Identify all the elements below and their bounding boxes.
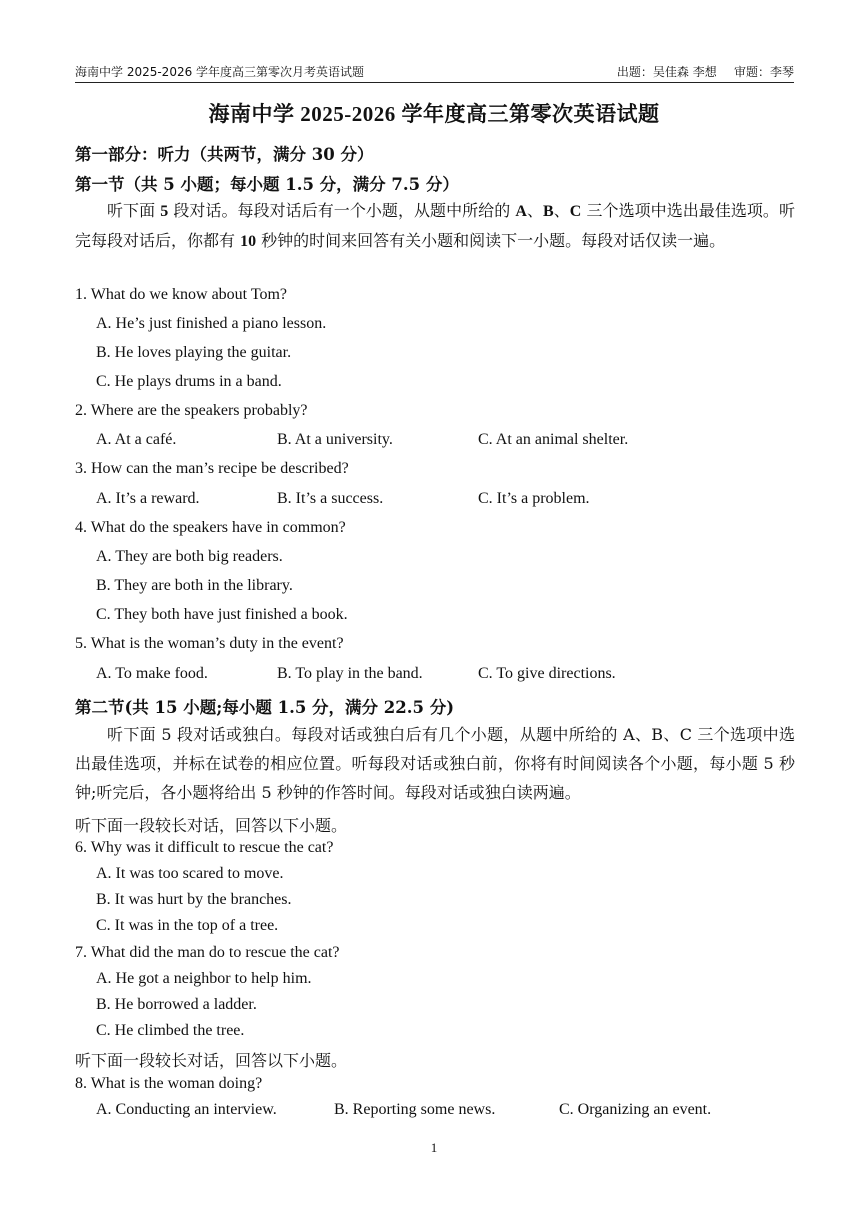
listen-note-2: 听下面一段较长对话，回答以下小题。 — [75, 1051, 348, 1070]
section1-instructions: 听下面 5 段对话。每段对话后有一个小题，从题中所给的 A、B、C 三个选项中选出最佳选项。听完每段对话后，你都有 10 秒钟的时间来回答有关小题和阅读下一小题。每段对话仅读一遍。 — [75, 201, 795, 250]
header-authors: 出题：吴佳森 李想 — [616, 65, 717, 79]
question-7-option-b: B. He borrowed a ladder. — [96, 996, 257, 1013]
question-7-option-a: A. He got a neighbor to help him. — [96, 970, 312, 987]
question-1-stem: 1. What do we know about Tom? — [75, 286, 288, 303]
question-2-option-b: B. At a university. — [277, 431, 393, 448]
question-5-stem: 5. What is the woman’s duty in the event? — [75, 635, 344, 652]
page-title: 海南中学 2025-2026 学年度高三第零次英语试题 — [208, 102, 660, 126]
question-6-stem: 6. Why was it difficult to rescue the cat? — [75, 839, 334, 856]
section2-heading: 第二节(共 15 小题;每小题 1.5 分，满分 22.5 分) — [75, 698, 455, 717]
question-1-option-a: A. He’s just finished a piano lesson. — [96, 315, 327, 332]
question-5-option-b: B. To play in the band. — [277, 665, 423, 682]
question-3-option-c: C. It’s a problem. — [478, 490, 590, 507]
question-8-option-c: C. Organizing an event. — [559, 1101, 712, 1118]
page-number: 1 — [430, 1140, 438, 1155]
question-4-option-c: C. They both have just finished a book. — [96, 606, 348, 623]
question-2-option-a: A. At a café. — [96, 431, 177, 448]
question-2-option-c: C. At an animal shelter. — [478, 431, 629, 448]
question-3-option-b: B. It’s a success. — [277, 490, 384, 507]
header-exam-name: 海南中学 2025-2026 学年度高三第零次月考英语试题 — [75, 65, 365, 79]
question-4-stem: 4. What do the speakers have in common? — [75, 519, 346, 536]
question-3-stem: 3. How can the man’s recipe be described? — [75, 460, 349, 477]
question-7-option-c: C. He climbed the tree. — [96, 1022, 245, 1039]
question-8-option-a: A. Conducting an interview. — [96, 1101, 277, 1118]
header-credits — [615, 63, 794, 80]
question-6-option-a: A. It was too scared to move. — [96, 865, 284, 882]
question-8-option-b: B. Reporting some news. — [334, 1101, 496, 1118]
listen-note-1: 听下面一段较长对话，回答以下小题。 — [75, 816, 348, 835]
question-7-stem: 7. What did the man do to rescue the cat? — [75, 944, 340, 961]
question-4-option-b: B. They are both in the library. — [96, 577, 293, 594]
question-6-option-b: B. It was hurt by the branches. — [96, 891, 292, 908]
section1-heading: 第一节（共 5 小题；每小题 1.5 分，满分 7.5 分） — [75, 175, 459, 194]
question-1-option-c: C. He plays drums in a band. — [96, 373, 282, 390]
header-reviewer: 审题：李琴 — [733, 65, 794, 79]
section2-instructions: 听下面 5 段对话或独白。每段对话或独白后有几个小题，从题中所给的 A、B、C 三个选项中选出最佳选项，并标在试卷的相应位置。听每段对话或独白前，你将有时间阅读各个小题，每小题 5 秒钟;听完后，各小题将给出 5 秒钟的作答时间。每段对话或独白读两遍。 — [75, 725, 795, 802]
question-6-option-c: C. It was in the top of a tree. — [96, 917, 279, 934]
page-header — [75, 62, 794, 83]
question-4-option-a: A. They are both big readers. — [96, 548, 283, 565]
question-1-option-b: B. He loves playing the guitar. — [96, 344, 292, 361]
question-2-stem: 2. Where are the speakers probably? — [75, 402, 308, 419]
part1-heading: 第一部分：听力（共两节，满分 30 分） — [75, 145, 374, 164]
question-5-option-a: A. To make food. — [96, 665, 208, 682]
question-5-option-c: C. To give directions. — [478, 665, 616, 682]
question-3-option-a: A. It’s a reward. — [96, 490, 200, 507]
question-8-stem: 8. What is the woman doing? — [75, 1075, 263, 1092]
